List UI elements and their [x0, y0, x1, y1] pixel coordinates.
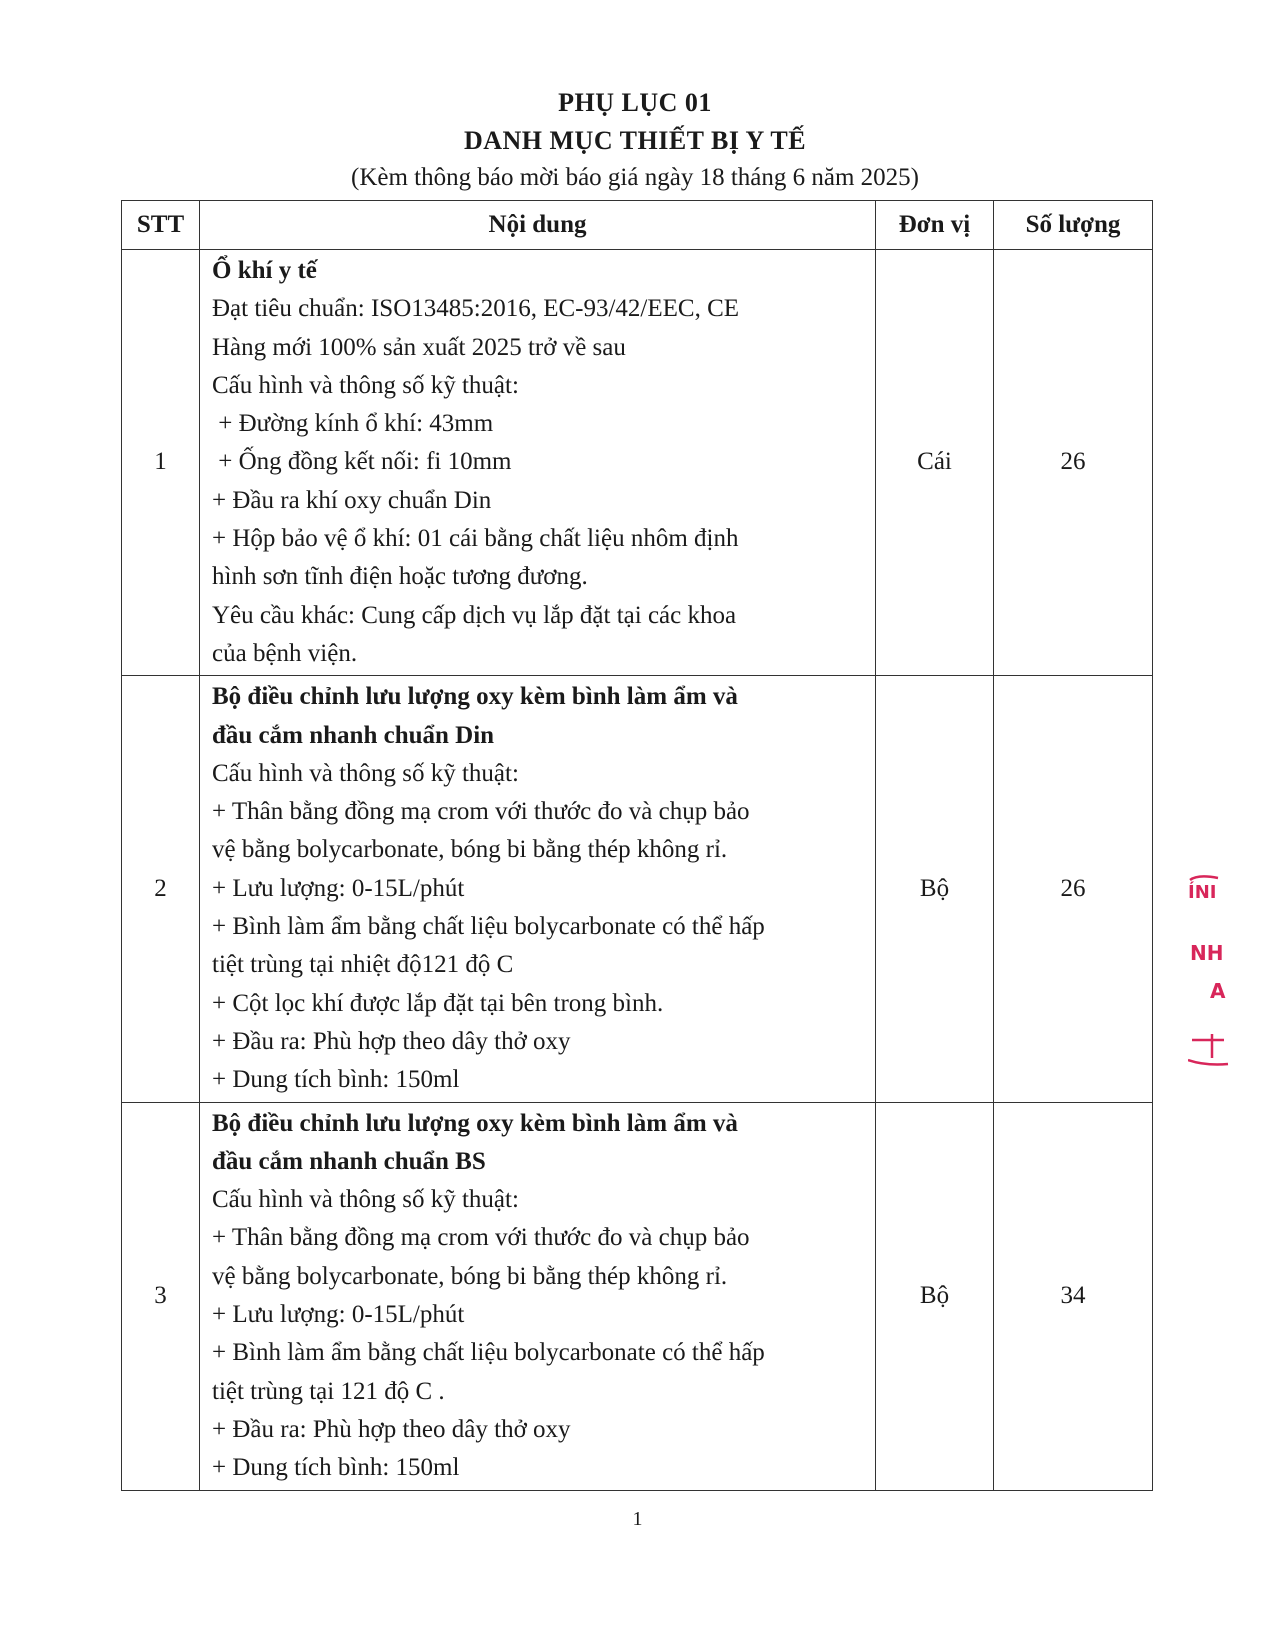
item-description	[200, 250, 876, 676]
spec-line: + Dung tích bình: 150ml	[212, 1066, 460, 1094]
item-title: Bộ điều chỉnh lưu lượng oxy kèm bình làm ẩm và	[212, 683, 738, 711]
spec-line: Đạt tiêu chuẩn: ISO13485:2016, EC-93/42/EEC, CE	[212, 295, 740, 323]
spec-line: vệ bằng bolycarbonate, bóng bi bằng thép không rỉ.	[212, 836, 728, 864]
header-content: Nội dung	[200, 201, 876, 250]
spec-line: + Bình làm ẩm bằng chất liệu bolycarbonate có thể hấp	[212, 913, 765, 941]
item-description	[200, 676, 876, 1102]
spec-line: của bệnh viện.	[212, 639, 358, 667]
table-row	[122, 250, 1153, 676]
item-title: Ổ khí y tế	[212, 257, 317, 284]
list-title: DANH MỤC THIẾT BỊ Y TẾ	[463, 126, 807, 155]
item-unit: Bộ	[876, 1102, 994, 1490]
spec-line: Yêu cầu khác: Cung cấp dịch vụ lắp đặt tại các khoa	[212, 601, 737, 629]
equipment-table	[121, 200, 1153, 1491]
spec-line: + Thân bằng đồng mạ crom với thước đo và chụp bảo	[212, 798, 750, 826]
appendix-title: PHỤ LỤC 01	[558, 88, 712, 117]
item-description	[200, 1102, 876, 1490]
document-subtitle: (Kèm thông báo mời báo giá ngày 18 tháng 6 năm 2025)	[351, 164, 919, 191]
spec-line: vệ bằng bolycarbonate, bóng bi bằng thép không rỉ.	[212, 1262, 728, 1290]
stamp-text: NH	[1190, 941, 1224, 965]
spec-line: + Lưu lượng: 0-15L/phút	[212, 1301, 465, 1329]
spec-line: + Đầu ra khí oxy chuẩn Din	[212, 486, 492, 514]
spec-line: + Cột lọc khí được lắp đặt tại bên trong bình.	[212, 989, 664, 1017]
item-title: đầu cắm nhanh chuẩn Din	[212, 721, 495, 749]
table-row	[122, 1102, 1153, 1490]
spec-line: + Đầu ra: Phù hợp theo dây thở oxy	[212, 1027, 571, 1055]
item-number: 2	[122, 676, 200, 1102]
stamp-text: A	[1210, 979, 1226, 1003]
item-quantity: 34	[994, 1102, 1153, 1490]
red-stamp-fragment	[1188, 868, 1236, 1068]
spec-line: Cấu hình và thông số kỹ thuật:	[212, 371, 519, 399]
spec-line: Hàng mới 100% sản xuất 2025 trở về sau	[212, 333, 626, 361]
spec-line: + Bình làm ẩm bằng chất liệu bolycarbonate có thể hấp	[212, 1339, 765, 1367]
document-header	[120, 84, 1150, 196]
spec-line: + Dung tích bình: 150ml	[212, 1454, 460, 1482]
item-quantity: 26	[994, 250, 1153, 676]
item-number: 3	[122, 1102, 200, 1490]
spec-line: + Lưu lượng: 0-15L/phút	[212, 874, 465, 902]
spec-line: + Hộp bảo vệ ổ khí: 01 cái bằng chất liệu nhôm định	[212, 525, 739, 553]
page-number: 1	[632, 1508, 643, 1530]
spec-line: tiệt trùng tại nhiệt độ121 độ C	[212, 951, 514, 979]
item-unit: Cái	[876, 250, 994, 676]
item-title: Bộ điều chỉnh lưu lượng oxy kèm bình làm ẩm và	[212, 1109, 738, 1137]
spec-line: hình sơn tĩnh điện hoặc tương đương.	[212, 563, 588, 591]
spec-line: Cấu hình và thông số kỹ thuật:	[212, 1186, 519, 1214]
spec-line: + Ống đồng kết nối: fi 10mm	[212, 448, 512, 476]
header-unit: Đơn vị	[876, 201, 994, 250]
table-header-row	[122, 201, 1153, 250]
header-stt: STT	[122, 201, 200, 250]
spec-line: + Thân bằng đồng mạ crom với thước đo và chụp bảo	[212, 1224, 750, 1252]
header-quantity: Số lượng	[994, 201, 1153, 250]
spec-line: + Đầu ra: Phù hợp theo dây thở oxy	[212, 1415, 571, 1443]
item-quantity: 26	[994, 676, 1153, 1102]
item-unit: Bộ	[876, 676, 994, 1102]
item-title: đầu cắm nhanh chuẩn BS	[212, 1147, 486, 1175]
table-row	[122, 676, 1153, 1102]
stamp-text: ÍNI	[1188, 882, 1217, 903]
item-number: 1	[122, 250, 200, 676]
spec-line: tiệt trùng tại 121 độ C .	[212, 1377, 445, 1405]
spec-line: + Đường kính ổ khí: 43mm	[212, 410, 494, 438]
spec-line: Cấu hình và thông số kỹ thuật:	[212, 759, 519, 787]
